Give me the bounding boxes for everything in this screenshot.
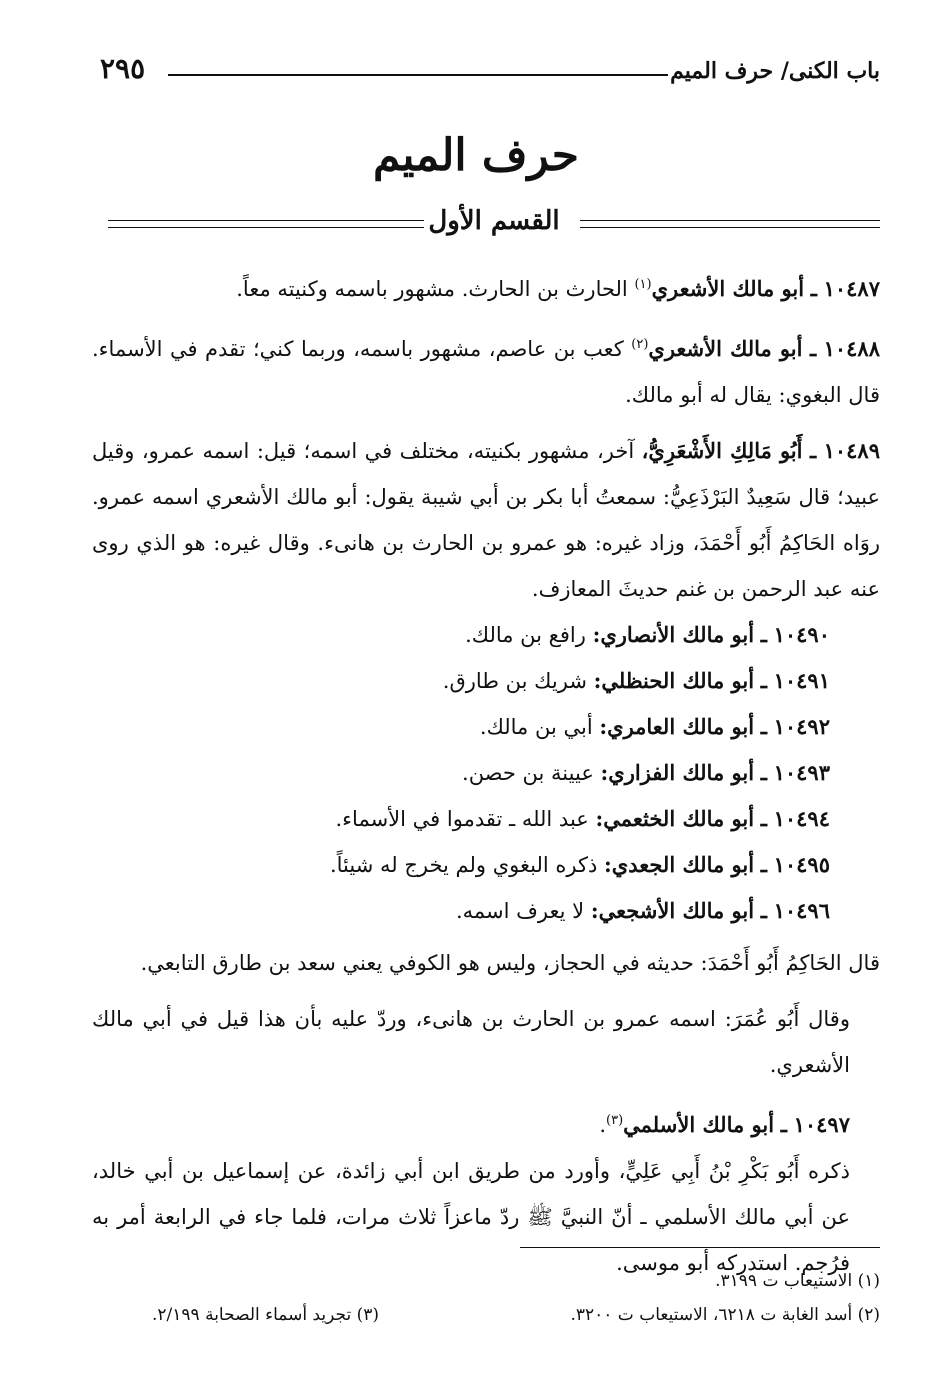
paragraph-hakim: قال الحَاكِمُ أَبُو أَحْمَدَ: حديثه في الحجاز، وليس هو الكوفي يعني سعد بن طارق التابعي.: [140, 951, 880, 975]
footnote-ref: (٣): [606, 1113, 624, 1128]
list-item: ١٠٤٩٥ ـ أبو مالك الجعدي: ذكره البغوي ولم يخرج له شيئاً.: [329, 852, 830, 877]
entry-name: أبو مالك الأشعري: [648, 336, 803, 361]
running-title: باب الكنى/ حرف الميم: [670, 58, 880, 84]
list-item: ١٠٤٩٤ ـ أبو مالك الخثعمي: عبد الله ـ تقدموا في الأسماء.: [335, 806, 830, 831]
footnotes: [92, 1264, 880, 1332]
entry-list: [92, 612, 880, 934]
entry-10489: ١٠٤٨٩ ـ أَبُو مَالِكِ الأَشْعَرِيُّ، آخر، مشهور بكنيته، مختلف في اسمه؛ قيل: اسمه عمرو، وقيل عبيد؛ قال سَعِيدٌ البَرْذَعِيُّ: سمعتُ أبا بكر بن أبي شيبة يقول: أبو مالك الأشعري اسمه عمرو. روَاه الحَاكِمُ أَبُو أَحْمَدَ، وزاد غيره: هو عمرو بن الحارث بن هانىء. وقال غيره: هو الذي روى عنه عبد الرحمن بن غنم حديثَ المعازف.: [92, 438, 880, 601]
running-header: [100, 52, 880, 92]
entry-number: ١٠٤٨٨: [823, 336, 880, 361]
footnote-ref: (١): [634, 277, 652, 292]
list-item: ١٠٤٩١ ـ أبو مالك الحنظلي: شريك بن طارق.: [442, 668, 830, 693]
entry-text: آخر، مشهور بكنيته، مختلف في اسمه؛ قيل: اسمه عمرو، وقيل عبيد؛ قال سَعِيدٌ البَرْذَعِيُّ: سمعتُ أبا بكر بن أبي شيبة يقول: أبو مالك الأشعري اسمه عمرو. روَاه الحَاكِمُ أَبُو أَحْمَدَ، وزاد غيره: هو عمرو بن الحارث بن هانىء. وقال غيره: هو الذي روى عنه عبد الرحمن بن غنم حديثَ المعازف.: [92, 439, 880, 601]
entry-text: كعب بن عاصم، مشهور باسمه، وربما كني؛ تقدم في الأسماء. قال البغوي: يقال له أبو مالك.: [92, 337, 880, 407]
footnote-2: (٢) أسد الغابة ت ٦٢١٨، الاستيعاب ت ٣٢٠٠.: [570, 1305, 880, 1325]
entry-number: ١٠٤٨٩: [823, 438, 880, 463]
list-item: ١٠٤٩٠ ـ أبو مالك الأنصاري: رافع بن مالك.: [465, 622, 830, 647]
list-item: ١٠٤٩٦ ـ أبو مالك الأشجعي: لا يعرف اسمه.: [455, 898, 830, 923]
footnote-1: (١) الاستيعاب ت ٣١٩٩.: [715, 1271, 880, 1291]
entry-10497: ١٠٤٩٧ ـ أبو مالك الأسلمي$^{(٣)}$.: [599, 1112, 850, 1137]
entry-number: ١٠٤٩٧: [793, 1112, 850, 1137]
header-rule: [168, 74, 668, 76]
paragraph-abu-umar: وقال أَبُو عُمَرَ: اسمه عمرو بن الحارث بن هانىء، وردّ عليه بأن هذا قيل في أبي مالك الأشعري.: [92, 1007, 850, 1077]
footnote-ref: (٢): [631, 337, 649, 352]
entry-number: ١٠٤٨٧: [823, 276, 880, 301]
chapter-title: حرف الميم: [372, 130, 580, 181]
entry-name: أبو مالك الأشعري: [651, 276, 805, 301]
entry-text: الحارث بن الحارث. مشهور باسمه وكنيته معاً.: [236, 277, 628, 301]
footnote-separator: [520, 1247, 880, 1248]
entry-name: أَبُو مَالِكِ الأَشْعَرِيُّ،: [641, 438, 803, 463]
entry-name: أبو مالك الأسلمي: [623, 1112, 775, 1137]
entry-10487: ١٠٤٨٧ ـ أبو مالك الأشعري$^{(١)}$ الحارث بن الحارث. مشهور باسمه وكنيته معاً.: [236, 276, 880, 301]
page-number: ٢٩٥: [100, 52, 146, 85]
paragraph-abu-bakr: ذكره أَبُو بَكْرِ بْنُ أَبِي عَلِيٍّ، وأورد من طريق ابن أبي زائدة، عن إسماعيل بن أبي خالد، عن أبي مالك الأسلمي ـ أنّ النبيَّ ﷺ ردّ ماعزاً ثلاث مرات، فلما جاء في الرابعة أمر به فرُجم. استدركه أبو موسى.: [92, 1159, 850, 1275]
list-item: ١٠٤٩٣ ـ أبو مالك الفزاري: عيينة بن حصن.: [462, 760, 830, 785]
list-item: ١٠٤٩٢ ـ أبو مالك العامري: أبي بن مالك.: [479, 714, 830, 739]
section-title: القسم الأول: [428, 206, 560, 236]
footnote-3: (٣) تجريد أسماء الصحابة ٢/١٩٩.: [152, 1305, 380, 1325]
section-heading: [108, 206, 880, 246]
entry-10488: ١٠٤٨٨ ـ أبو مالك الأشعري$^{(٢)}$ كعب بن عاصم، مشهور باسمه، وربما كني؛ تقدم في الأسماء. قال البغوي: يقال له أبو مالك.: [92, 336, 880, 407]
main-text: [92, 262, 880, 1296]
